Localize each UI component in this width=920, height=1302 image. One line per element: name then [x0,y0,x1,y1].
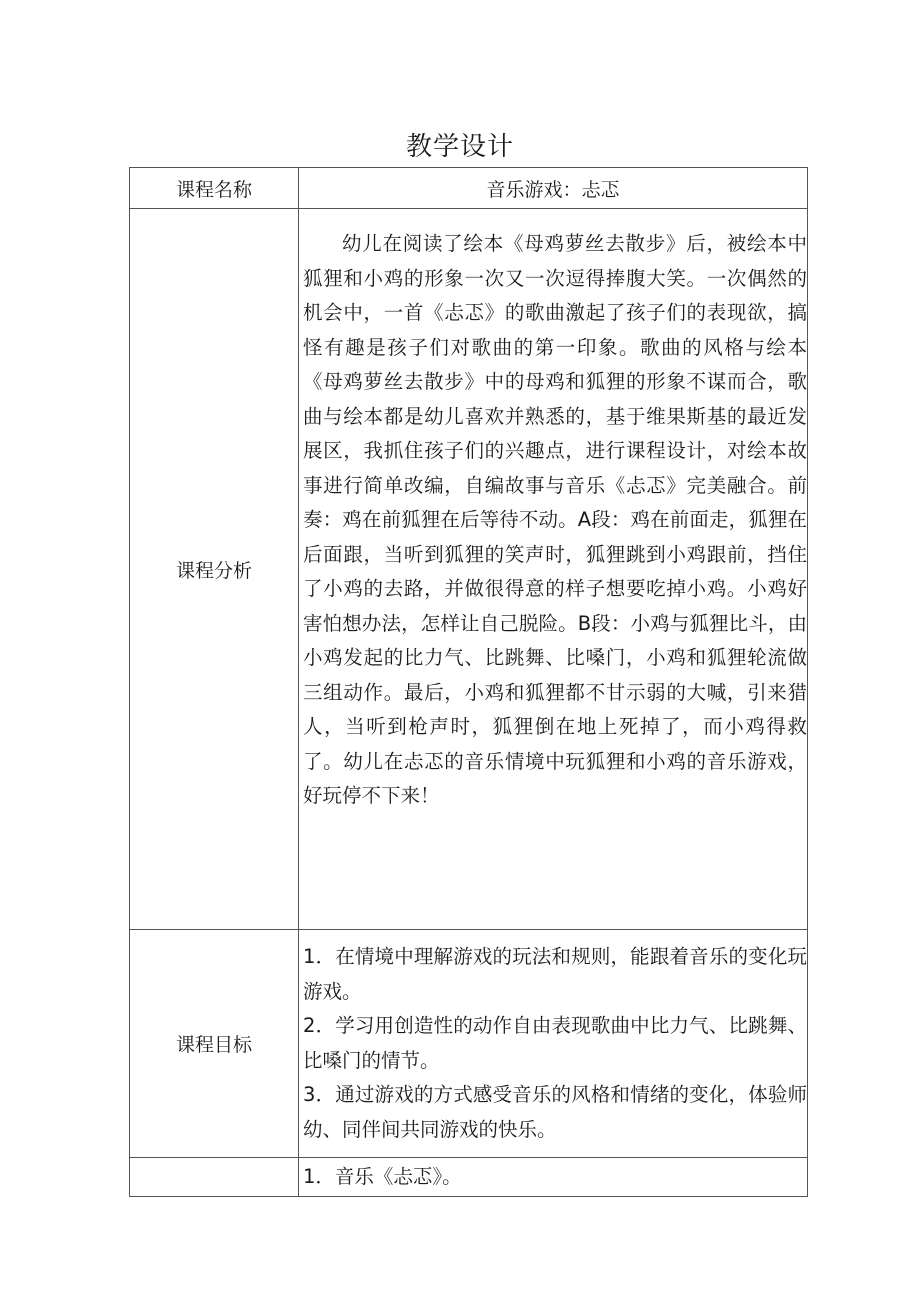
material-item-1: 1．音乐《忐忑》。 [303,1165,462,1188]
course-name-row [130,168,808,209]
course-goals-label: 课程目标 [130,930,299,1158]
goal-item-1: 1．在情境中理解游戏的玩法和规则，能跟着音乐的变化玩游戏。 [303,945,807,1003]
goal-item-3: 3．通过游戏的方式感受音乐的风格和情绪的变化，体验师幼、同伴间共同游戏的快乐。 [303,1083,807,1141]
document-title: 教学设计 [405,132,514,162]
course-analysis-cell [299,209,808,930]
course-goals-row [130,930,808,1158]
course-analysis-text: 幼儿在阅读了绘本《母鸡萝丝去散步》后，被绘本中狐狸和小鸡的形象一次又一次逗得捧腹大笑。一次偶然的机会中，一首《忐忑》的歌曲激起了孩子们的表现欲，搞怪有趣是孩子们对歌曲的第一印象。歌曲的风格与绘本《母鸡萝丝去散步》中的母鸡和狐狸的形象不谋而合，歌曲与绘本都是幼儿喜欢并熟悉的，基于维果斯基的最近发展区，我抓住孩子们的兴趣点，进行课程设计，对绘本故事进行简单改编，自编故事与音乐《忐忑》完美融合。前奏：鸡在前狐狸在后等待不动。A段：鸡在前面走，狐狸在后面跟，当听到狐狸的笑声时，狐狸跳到小鸡跟前，挡住了小鸡的去路，并做很得意的样子想要吃掉小鸡。小鸡好害怕想办法，怎样让自己脱险。B段：小鸡与狐狸比斗，由小鸡发起的比力气、比跳舞、比嗓门，小鸡和狐狸轮流做三组动作。最后，小鸡和狐狸都不甘示弱的大喊，引来猎人，当听到枪声时，狐狸倒在地上死掉了，而小鸡得救了。幼儿在忐忑的音乐情境中玩狐狸和小鸡的音乐游戏，好玩停不下来！ [303,232,807,807]
course-name-label: 课程名称 [130,168,299,209]
course-analysis-label: 课程分析 [130,209,299,930]
lesson-plan-table [129,167,808,1197]
course-name-value: 音乐游戏：忐忑 [299,168,808,209]
course-materials-cell [299,1158,808,1197]
goal-item-2: 2．学习用创造性的动作自由表现歌曲中比力气、比跳舞、比嗓门的情节。 [303,1014,807,1072]
course-materials-row [130,1158,808,1197]
course-materials-label [130,1158,299,1197]
course-goals-cell [299,930,808,1158]
course-analysis-row [130,209,808,930]
